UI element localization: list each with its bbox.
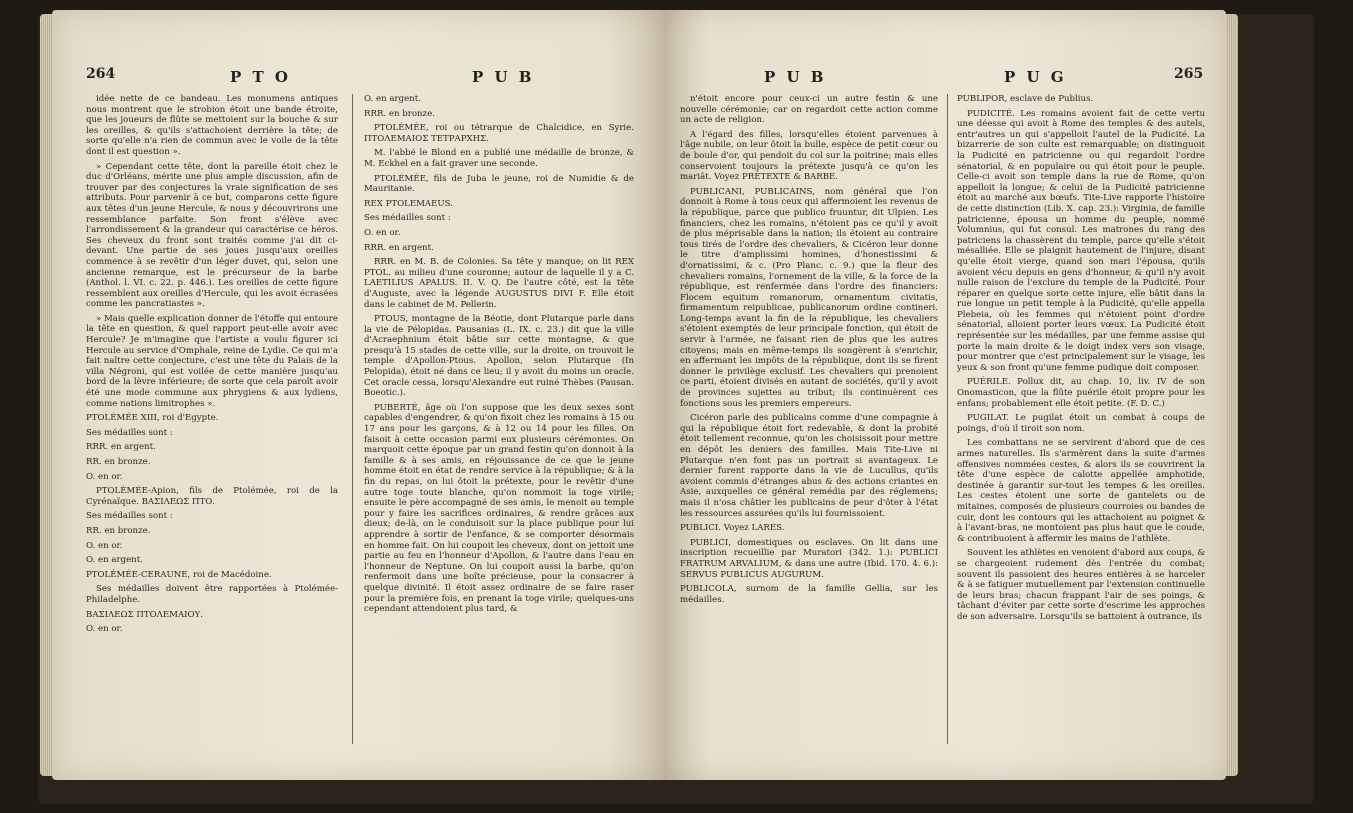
paragraph: RRR. en argent. xyxy=(364,242,434,253)
paragraph: Ses médailles sont : xyxy=(86,511,173,522)
paragraph: PTOLÉMÉE XIII, roi d'Egypte. xyxy=(86,413,219,424)
right-column-2 xyxy=(957,94,1205,627)
paragraph: PTOLÉMÉE, roi ou tétrarque de Chalcidice, en Syrie. ΠΤΟΛΕΜΑΙΟΣ ΤΕΤΡΑΡΧΗΣ. xyxy=(364,123,634,144)
left-page-number: 264 xyxy=(86,66,116,82)
paragraph: RR. en bronze. xyxy=(86,525,151,536)
left-page xyxy=(52,10,664,780)
right-page-edges xyxy=(1224,14,1238,776)
paragraph: PTOLÉMÉE-Apion, fils de Ptolémée, roi de la Cyrénaïque. ΒΑΣΙΛΕΩΣ ΠΤΟ. xyxy=(86,486,338,507)
left-column-rule xyxy=(352,94,353,744)
paragraph: O. en or. xyxy=(86,471,123,482)
right-page-number: 265 xyxy=(1174,66,1204,82)
paragraph: PUDICITÉ. Les romains avoient fait de cette vertu une déesse qui avoit à Rome des temples & des autels, entr'autres un qui s'appelloit l'autel de la Pudicité. La bizarrerie de son culte est remarquable; on distinguoit la Pudicité en patricienne ou qui regardoit l'ordre sénatorial, & en populaire ou qui étoit pour le peuple. Celle-ci avoit son temple dans la rue de Rome, qu'on appelloit la longue; & celui de la Pudicité patricienne étoit au marché aux bœufs. Tite-Live rapporte l'histoire de cette distinction (Lib. X. cap. 23.): Virginia, de famille patricienne, épousa un homme du peuple, nommé Volumnius, qui fut consul. Les matrones du rang des patriciens la chassèrent du temple, parce qu'elle s'étoit mésalliée. Elle se plaignit hautement de l'injure, disant qu'elle étoit vierge, quand son mari l'épousa, qu'ils avoient vécu depuis en gens d'honneur, & qu'il n'y avoit nulle raison de l'exclure du temple de la Pudicité. Pour réparer en quelque sorte cette injure, elle bâtit dans la rue longue un petit temple à la Pudicité, qu'elle appella Plebeia, où les femmes qui n'étoient point d'ordre sénatorial, alloient porter leurs vœux. La Pudicité étoit représentée sur les médailles, par une femme assise qui porte la main droite & le doigt index vers son visage, pour montrer que c'est principalement sur le visage, les yeux & son front qu'une femme pudique doit composer. xyxy=(957,108,1205,373)
paragraph: » Cependant cette tête, dont la pareille étoit chez le duc d'Orléans, mérite une plus ample discussion, afin de trouver par des conjectures la vraie signification de ses attributs. Pour parvenir à ce but, comparons cette figure aux têtes d'un jeune Hercule, & nous y découvrirons une ressemblance parfaite. Son front s'élève avec l'arrondissement & la grandeur qui caractérise ce héros. Ses cheveux du front sont traités comme j'ai dit ci-devant. Une partie de ses joues jusqu'aux oreilles commence à se revêtir d'un léger duvet, qui, selon une ancienne remarque, est le précurseur de la barbe (Anthol. l. VI. c. 22. p. 446.). Les oreilles de cette figure ressemblent aux oreilles d'Hercule, qui les avoit écrasées comme les pancratiastes ». xyxy=(86,161,338,310)
paragraph: RR. en bronze. xyxy=(86,457,151,467)
right-page xyxy=(664,10,1226,780)
paragraph: PUBLICI, domestiques ou esclaves. On lit dans une inscription recueillie par Muratori (342. 1.): PUBLICI FRATRUM ARVALIUM, & dans une autre (Ibid. 170. 4. 6.): SERVUS PUBLICUS AUGURUM. xyxy=(680,537,938,580)
paragraph: O. en or. xyxy=(86,540,123,551)
paragraph: Souvent les athlètes en venoient d'abord aux coups, & se chargeoient rudement dès l'entrée du combat; souvent ils passoient des heures entières à se harceler & à se fatiguer mutuellement par l'extension continuelle de leurs bras; chacun frappant l'air de ses poings, & tâchant d'éviter par cette sorte d'escrime les approches de son adversaire. Lorsqu'ils se battoient à outrance, ils xyxy=(957,548,1205,622)
paragraph: PUBLIPOR, esclave de Publius. xyxy=(957,94,1094,104)
paragraph: Les combattans ne se servirent d'abord que de ces armes naturelles. Ils s'armèrent dans la suite d'armes offensives nommées cestes, & alors ils se couvrirent la tête d'une espèce de calotte appellée amphotide, destinée à garantir sur-tout les tempes & les oreilles. Les cestes étoient une sorte de gantelets ou de mitaines, composés de plusieurs courroies ou bandes de cuir, dont les contours qui les attachoient au poignet & à l'avant-bras, ne montoient pas plus haut que le coude, & contribuoient à affermir les mains de l'athlète. xyxy=(957,438,1205,544)
paragraph: A l'égard des filles, lorsqu'elles étoient parvenues à l'âge nubile, on leur ôtoit la bulle, espèce de petit cœur ou de boule d'or, qui pendoit du col sur la poitrine; mais elles conservoient toujours la prétexte jusqu'à ce qu'on les mariât. Voyez PRÉTEXTE & BARBE. xyxy=(680,129,938,183)
paragraph: Ses médailles doivent être rapportées à Ptolémée-Philadelphe. xyxy=(86,584,338,605)
paragraph: n'étoit encore pour ceux-ci un autre festin & une nouvelle cérémonie; car on regardoit cette action comme un acte de religion. xyxy=(680,94,938,126)
paragraph: RRR. en M. B. de Colonies. Sa tête y manque; on lit REX PTOL. au milieu d'une couronne; autour de laquelle il y a C. LAETILIUS APALUS. II. V. Q. De l'autre côté, est la tête d'Auguste, avec la légende AUGUSTUS DIVI F. Elle étoit dans le cabinet de M. Pellerin. xyxy=(364,257,634,310)
left-column-2 xyxy=(364,94,634,619)
paragraph: » Mais quelle explication donner de l'étoffe qui entoure la tête en question, & quel rapport peut-elle avoir avec Hercule? Je m'imagine que l'artiste a voulu figurer ici Hercule au service d'Omphale, reine de Lydie. Ce qui m'a fait naître cette conjecture, c'est une tête du Palais de la villa Négroni, qui est voilée de cette manière jusqu'au bord de la lèvre inférieure; de sorte que cela paroît avoir été une mode commune aux phrygiens & aux lydiens, comme nations limitrophes ». xyxy=(86,313,338,409)
paragraph: PUBERTÉ, âge où l'on suppose que les deux sexes sont capables d'engendrer, & qu'on fixoit chez les romains à 15 ou 17 ans pour les garçons, & à 12 ou 14 pour les filles. On faisoit à cette occasion parmi eux plusieurs cérémonies. On marquoit cette époque par un grand festin qu'on donnoit à la famille & à ses amis, en réjouissance de ce que le jeune homme étoit en état de rendre service à la république; & à la fin du repas, on lui ôtoit la prétexte, pour le revêtir d'une autre toge toute blanche, qu'on nommoit la toge virile; ensuite le père accompagné de ses amis, le menoit au temple pour y faire les sacrifices ordinaires, & rendre grâces aux dieux; de-là, on le conduisoit sur la place publique pour lui apprendre à sortir de l'enfance, & se comporter désormais en homme fait. On lui coupoit les cheveux, dont on jettoit une partie au feu en l'honneur d'Apollon, & l'autre dans l'eau en l'honneur de Neptune. On lui coupoit aussi la barbe, qu'on renfermoit dans une boîte précieuse, pour la consacrer à quelque divinité. Il étoit assez ordinaire de se faire raser pour la première fois, en prenant la toge virile; quelques-uns cependant attendoient plus tard, & xyxy=(364,402,634,615)
paragraph: O. en argent. xyxy=(86,555,143,566)
paragraph: PUGILAT. Le pugilat étoit un combat à coups de poings, d'où il tiroit son nom. xyxy=(957,413,1205,434)
paragraph: PUBLICOLA, surnom de la famille Gellia, sur les médailles. xyxy=(680,584,938,605)
paragraph: PUBLICANI, PUBLICAINS, nom général que l'on donnoit à Rome à tous ceux qui affermoient les revenus de la république, parce que publico fruuntur, dit Ulpien. Les financiers, chez les romains, n'étoient pas ce qu'il y avoit de plus méprisable dans la nation; ils étoient au contraire tous tirés de l'ordre des chevaliers, & Cicéron leur donne le titre d'amplissimi homines, d'honestissimi & d'ornatissimi, & c. (Pro Planc. c. 9.) que la fleur des chevaliers romains, l'ornement de la ville, & la force de la république, est renfermée dans l'ordre des financiers: Flocem equitum romanorum, ornamentum civitatis, firmamentum reipublicae, publicanorum ordine contineri. Long-temps avant la fin de la république, les chevaliers s'étoient exemptés de leur principale fonction, qui étoit de servir à l'armée, ne faisant rien de plus que les autres citoyens; mais en même-temps ils songèrent à s'enrichir, en affermant les impôts de la république, dont ils se firent donner le privilège exclusif. Les chevaliers qui prenoient ce parti, étoient divisés en autant de sociétés, qu'il y avoit de provinces sujettes au tribut; ils continuèrent ces fonctions sous les premiers empereurs. xyxy=(680,186,938,409)
left-header-left: P T O xyxy=(230,68,291,86)
paragraph: RRR. en argent. xyxy=(86,442,156,453)
left-header-right: P U B xyxy=(472,68,535,86)
paragraph: Cicéron parle des publicains comme d'une compagnie à qui la république étoit fort redevable, & dont la probité étoit tellement reconnue, qu'on les choisissoit pour mettre en dépôt les deniers des familles. Mais Tite-Live ni Plutarque n'en font pas un portrait si avantageux. Le dernier furent rapporte dans la vie de Lucullus, qu'ils avoient commis d'étranges abus & des actions criantes en Asie, auxquelles ce général remédia par des réglemens; mais il n'osa châtier les publicains de peur d'ôter à l'état les ressources assurées qu'ils lui fournissoient. xyxy=(680,413,938,519)
paragraph: O. en or. xyxy=(86,624,123,635)
right-column-1 xyxy=(680,94,938,609)
right-header-left: P U B xyxy=(764,68,827,86)
paragraph: Ses médailles sont : xyxy=(364,213,451,224)
paragraph: REX PTOLEMAEUS. xyxy=(364,198,453,209)
paragraph: O. en argent. xyxy=(364,94,421,104)
right-header-right: P U G xyxy=(1004,68,1067,86)
paragraph: Ses médailles sont : xyxy=(86,427,173,438)
paragraph: idée nette de ce bandeau. Les monumens antiques nous montrent que le strobion étoit une bande étroite, que les joueurs de flûte se mettoient sur la bouche & sur les oreilles, & qu'ils s'attachoient derrière la tête; de sorte qu'elle n'a rien de commun avec le voile de la tête dont il est question ». xyxy=(86,94,338,157)
paragraph: PTOLÉMÉE-CERAUNE, roi de Macédoine. xyxy=(86,569,272,580)
paragraph: RRR. en bronze. xyxy=(364,108,435,119)
paragraph: O. en or. xyxy=(364,227,401,238)
right-column-rule xyxy=(947,94,948,744)
left-column-1 xyxy=(86,94,338,639)
paragraph: ΒΑΣΙΛΕΩΣ ΠΤΟΛΕΜΑΙΟΥ. xyxy=(86,609,204,620)
paragraph: PUBLICI. Voyez LARES. xyxy=(680,523,785,534)
paragraph: M. l'abbé le Blond en a publié une médaille de bronze, & M. Eckhel en a fait graver une seconde. xyxy=(364,148,634,169)
paragraph: PTOLÉMÉE, fils de Juba le jeune, roi de Numidie & de Mauritanie. xyxy=(364,173,634,195)
paragraph: PUÉRILE. Pollux dit, au chap. 10, liv. IV de son Onomasticon, que la flûte puérile étoit propre pour les enfans; probablement elle étoit petite. (F. D. C.) xyxy=(957,377,1205,409)
paragraph: PTOUS, montagne de la Béotie, dont Plutarque parle dans la vie de Pélopidas. Pausanias (L. IX. c. 23.) dit que la ville d'Acraephnium étoit bâtie sur cette montagne, & que presqu'à 15 stades de cette ville, sur la droite, on trouvoit le temple d'Apollon-Ptous. Apollon, selon Plutarque (In Pelopida), étoit né dans ce lieu; il y avoit du moins un oracle. Cet oracle cessa, lorsqu'Alexandre eut ruiné Thèbes (Pausan. Boeotic.). xyxy=(364,314,634,399)
